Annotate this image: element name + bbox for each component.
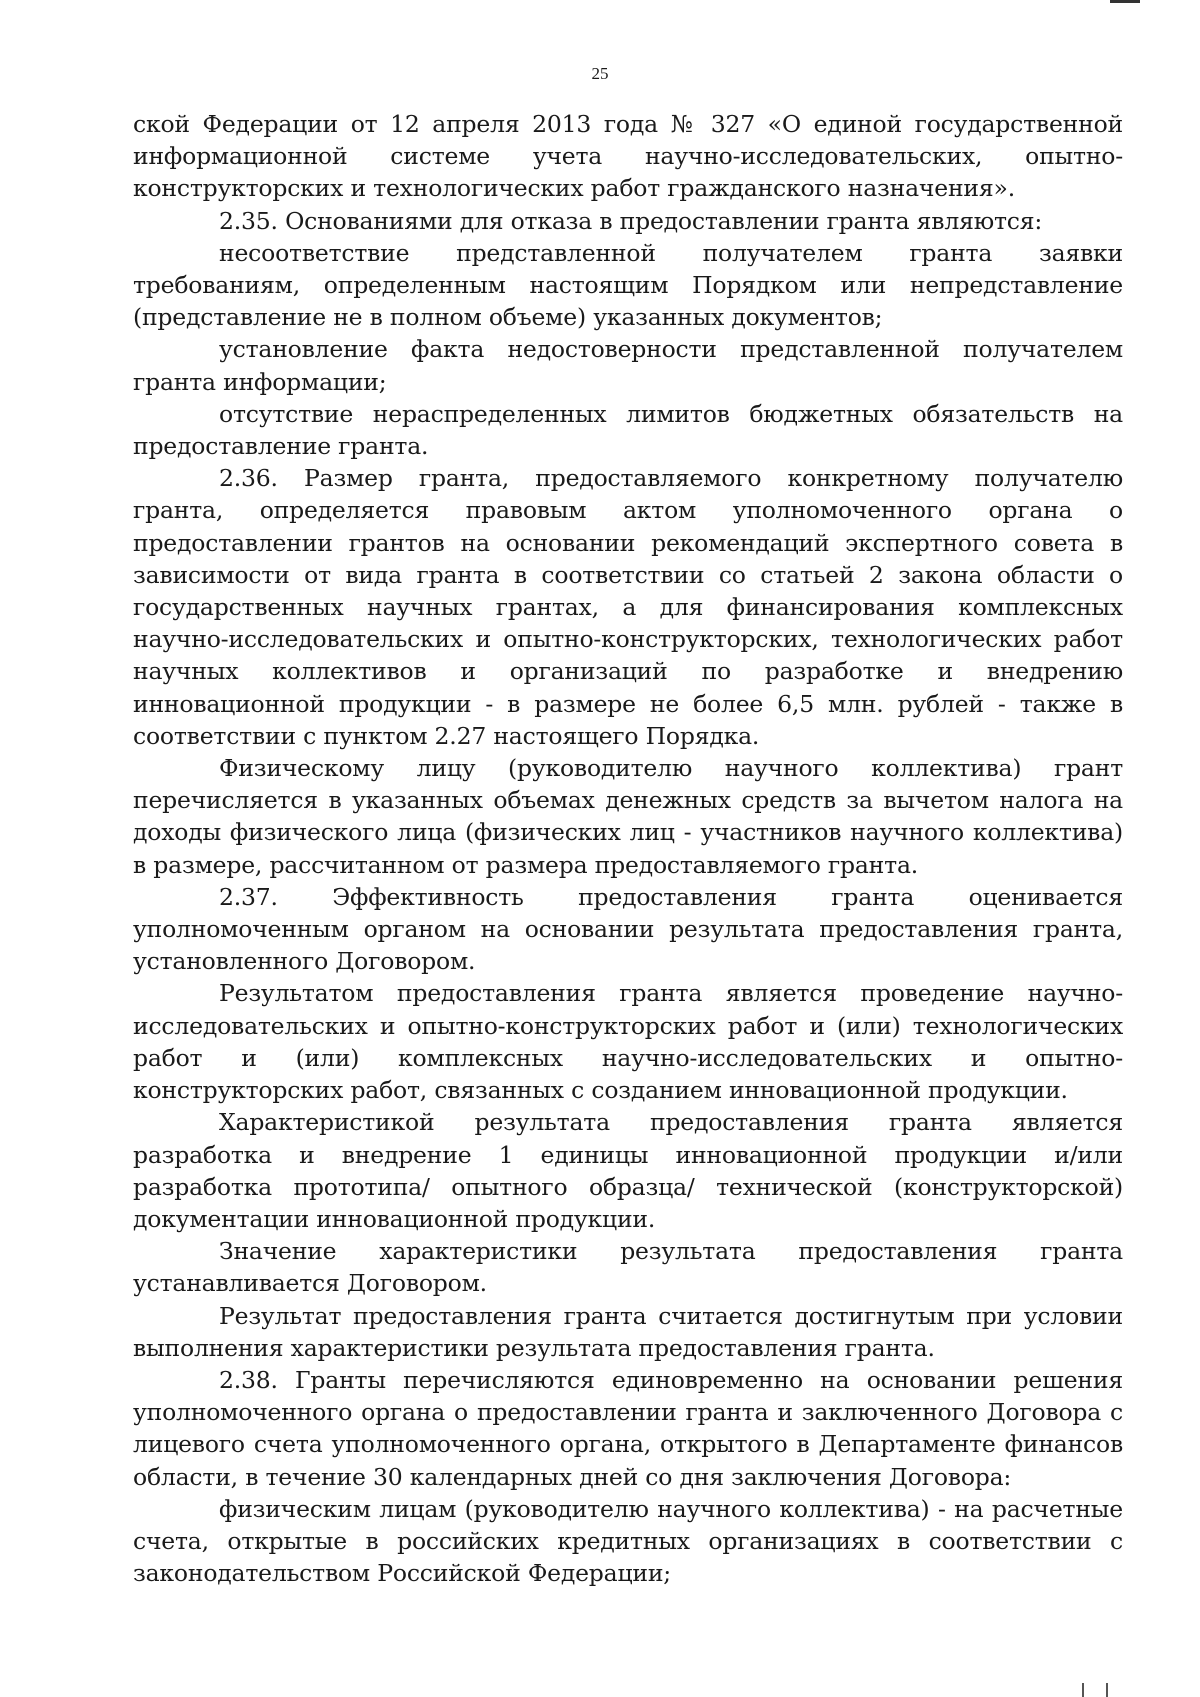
- paragraph-refusal-ground-3: отсутствие нераспределенных лимитов бюджетных обязательств на предоставление гранта.: [133, 399, 1123, 461]
- paragraph-characteristic-value: Значение характеристики результата предоставления гранта устанавливается Договором.: [133, 1237, 1123, 1298]
- paragraph-refusal-ground-2: установление факта недостоверности представленной получателем гранта информации;: [133, 335, 1123, 396]
- paragraph-continuation: ской Федерации от 12 апреля 2013 года № 327 «О единой государственной информационной системе учета научно-исследовательских, опытно-конструкторских и технологических работ гражданского назначения».: [133, 110, 1123, 203]
- paragraph-clause-2-38: 2.38. Гранты перечисляются единовременно на основании решения уполномоченного органа о предоставлении гранта и заключенного Договора с лицевого счета уполномоченного органа, открытого в Департаменте финансов области, в течение 30 календарных дней со дня заключения Договора:: [133, 1365, 1123, 1491]
- paragraph-clause-2-35: 2.35. Основаниями для отказа в предоставлении гранта являются:: [219, 206, 1043, 235]
- page-number: 25: [591, 64, 609, 83]
- paragraph-result-characteristic: Характеристикой результата предоставления гранта является разработка и внедрение 1 единицы инновационной продукции и/или разработка прототипа/ опытного образца/ технической (конструкторской) документации инновационной продукции.: [133, 1108, 1123, 1233]
- paragraph-individual-accounts: физическим лицам (руководителю научного коллектива) - на расчетные счета, открытые в российских кредитных организациях в соответствии с законодательством Российской Федерации;: [133, 1494, 1123, 1588]
- paragraph-result-achieved: Результат предоставления гранта считается достигнутым при условии выполнения характеристики результата предоставления гранта.: [133, 1301, 1123, 1362]
- paragraph-grant-result: Результатом предоставления гранта является проведение научно-исследовательских и опытно-конструкторских работ и (или) технологических работ и (или) комплексных научно-исследовательских и опытно-конструкторских работ, связанных с созданием инновационной продукции.: [133, 979, 1123, 1105]
- scan-edge-mark-bottom: [1082, 1683, 1108, 1697]
- paragraph-clause-2-36: 2.36. Размер гранта, предоставляемого конкретному получателю гранта, определяется правовым актом уполномоченного органа о предоставлении грантов на основании рекомендаций экспертного совета в зависимости от вида гранта в соответствии со статьей 2 закона области о государственных научных грантах, а для финансирования комплексных научно-исследовательских и опытно-конструкторских, технологических работ научных коллективов и организаций по разработке и внедрению инновационной продукции - в размере не более 6,5 млн. рублей - также в соответствии с пунктом 2.27 настоящего Порядка.: [133, 464, 1123, 750]
- paragraph-clause-2-37: 2.37. Эффективность предоставления гранта оценивается уполномоченным органом на основании результата предоставления гранта, установленного Договором.: [133, 882, 1123, 976]
- scan-edge-mark: [1110, 0, 1140, 3]
- paragraph-refusal-ground-1: несоответствие представленной получателем гранта заявки требованиям, определенным настоящим Порядком или непредставление (представление не в полном объеме) указанных документов;: [133, 238, 1123, 332]
- paragraph-individual-transfer: Физическому лицу (руководителю научного коллектива) грант перечисляется в указанных объемах денежных средств за вычетом налога на доходы физического лица (физических лиц - участников научного коллектива) в размере, рассчитанном от размера предоставляемого гранта.: [133, 754, 1123, 879]
- document-body: [133, 108, 1123, 1589]
